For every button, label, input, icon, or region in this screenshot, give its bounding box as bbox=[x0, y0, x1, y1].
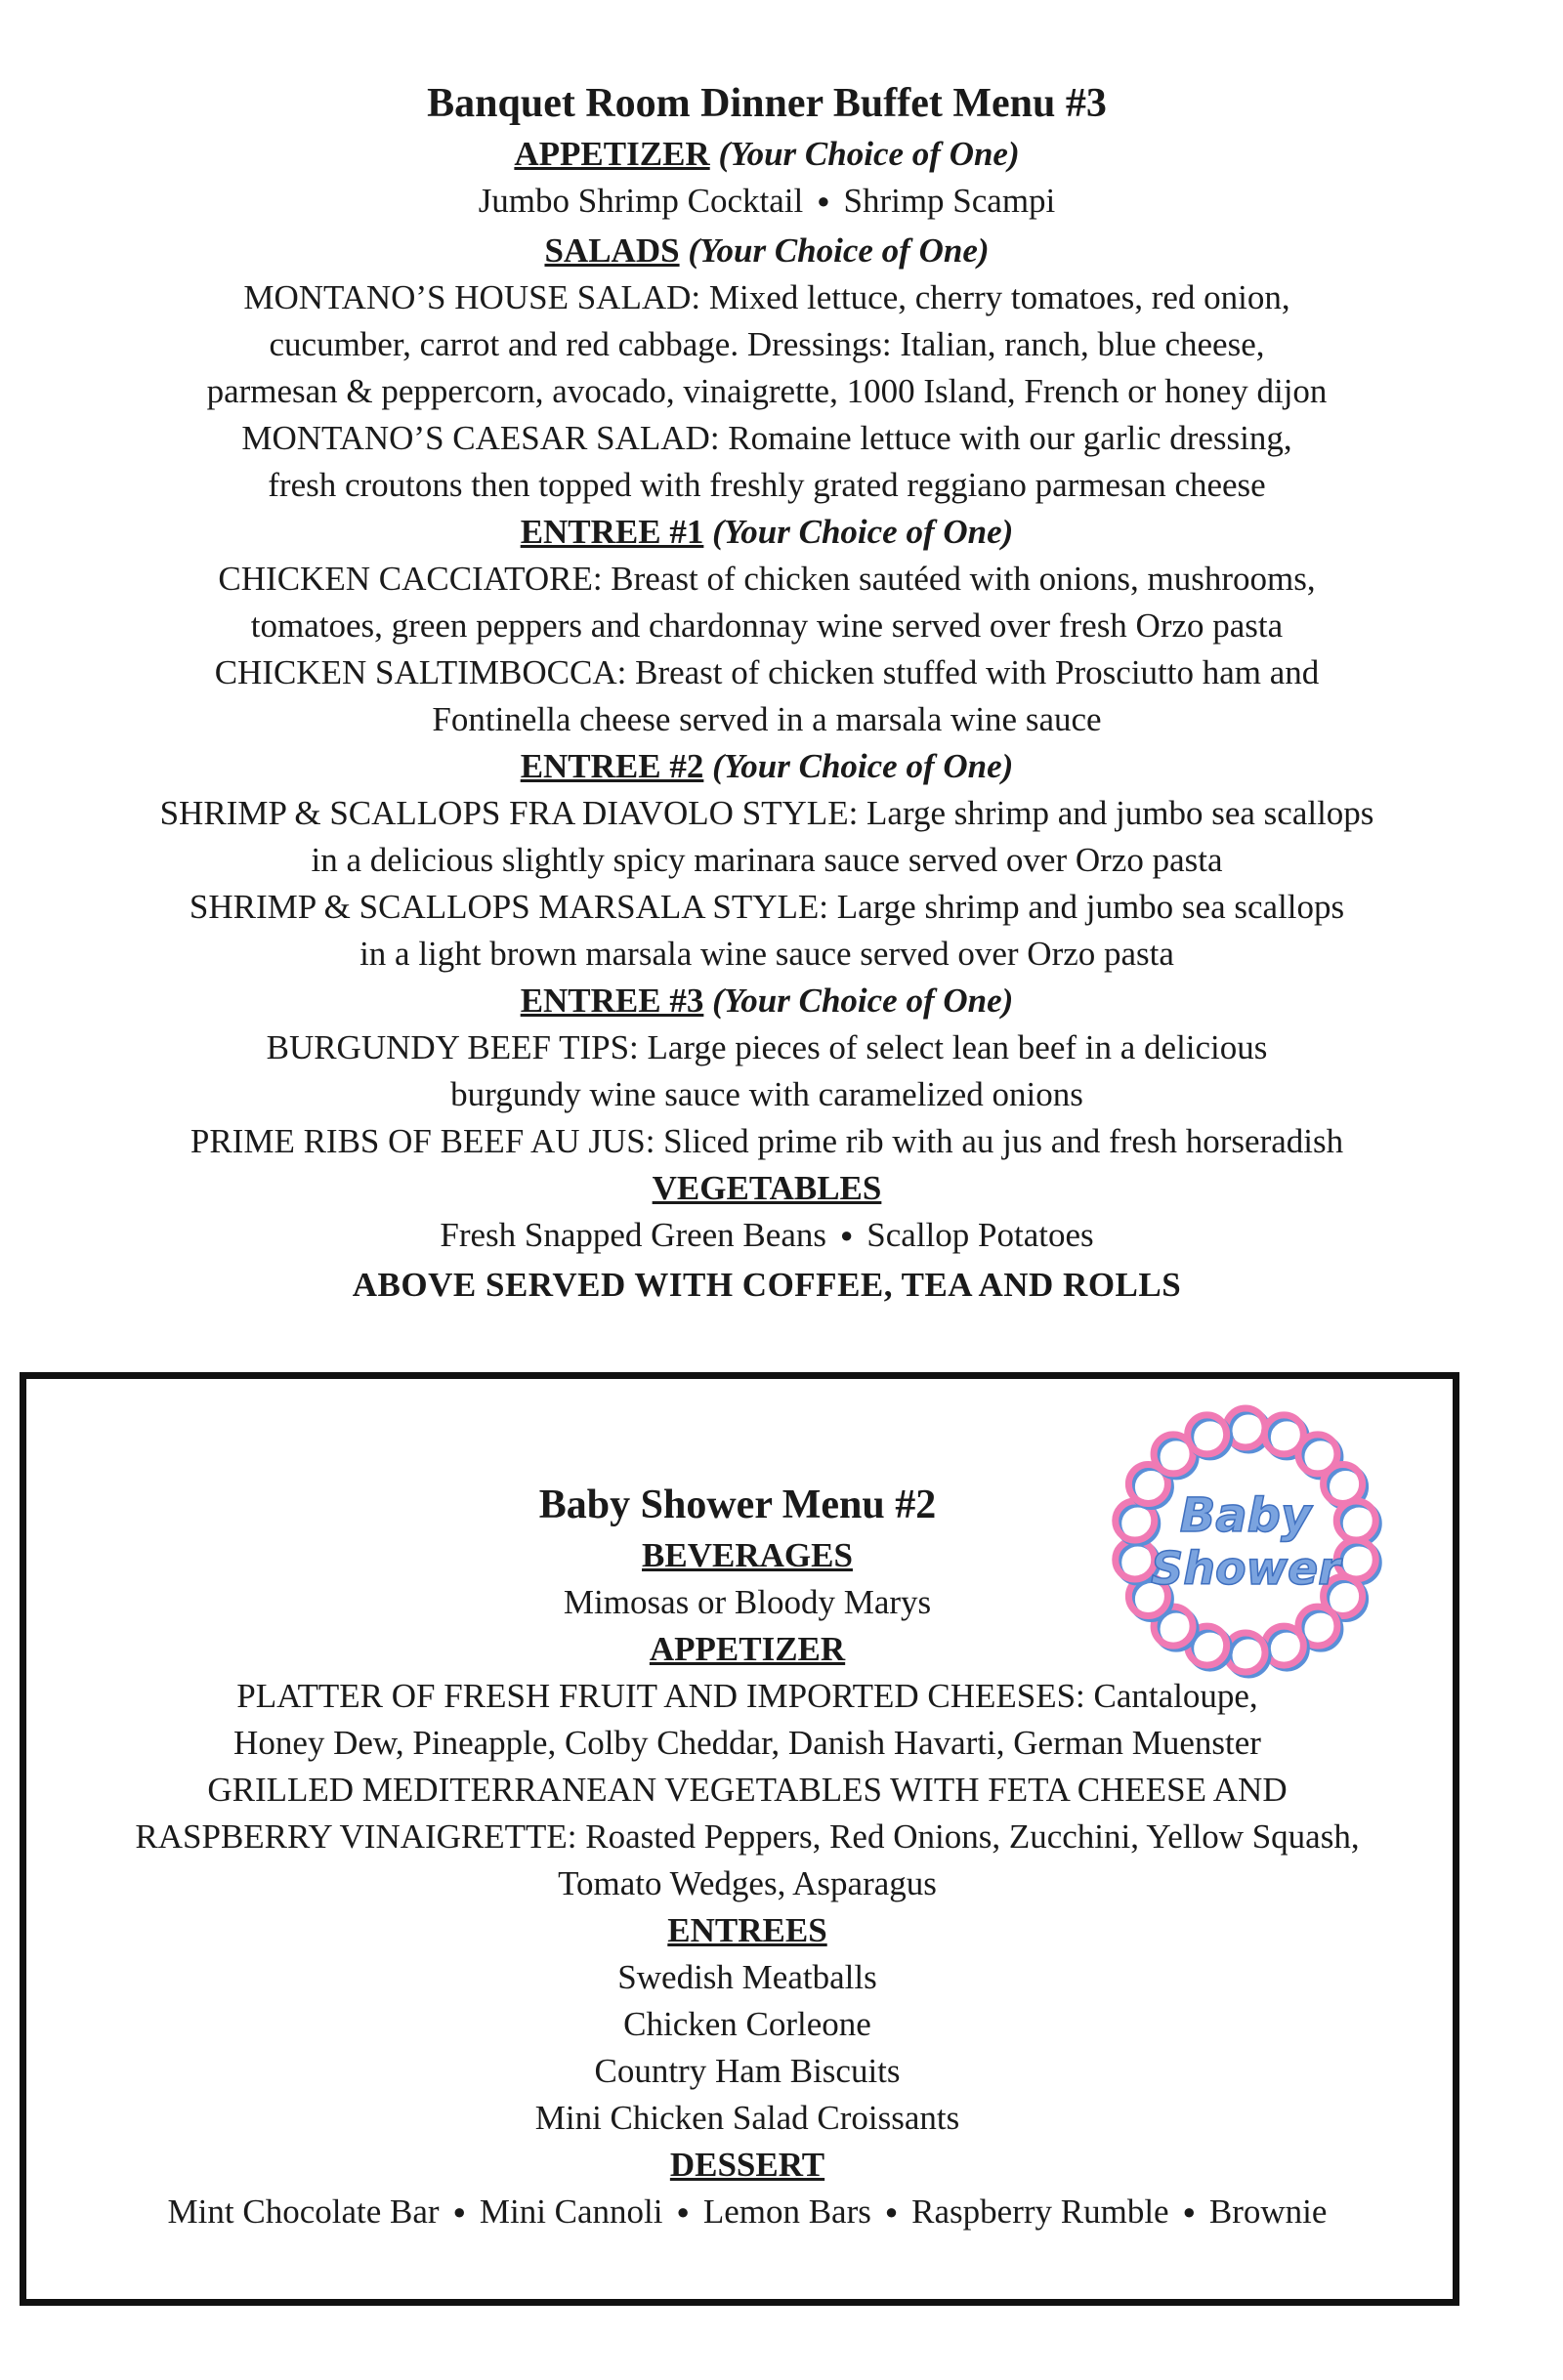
appetizer-line: PLATTER OF FRESH FRUIT AND IMPORTED CHEESES: Cantaloupe, bbox=[236, 1677, 1258, 1715]
entree-item: Swedish Meatballs bbox=[617, 1958, 877, 1996]
menu-title: Banquet Room Dinner Buffet Menu #3 bbox=[427, 81, 1107, 126]
salad-line: fresh croutons then topped with freshly grated reggiano parmesan cheese bbox=[268, 465, 1266, 504]
bullet-separator: ● bbox=[884, 2198, 899, 2224]
entree2-line: in a delicious slightly spicy marinara sauce served over Orzo pasta bbox=[311, 840, 1223, 879]
entree2-line: SHRIMP & SCALLOPS FRA DIAVOLO STYLE: Large shrimp and jumbo sea scallops bbox=[159, 793, 1374, 832]
appetizer-items: Jumbo Shrimp Cocktail ● Shrimp Scampi bbox=[59, 178, 1475, 228]
entree3-line: PRIME RIBS OF BEEF AU JUS: Sliced prime rib with au jus and fresh horseradish bbox=[190, 1121, 1344, 1160]
appetizer-line: RASPBERRY VINAIGRETTE: Roasted Peppers, Red Onions, Zucchini, Yellow Squash, bbox=[135, 1817, 1360, 1856]
appetizer-heading: APPETIZER bbox=[649, 1630, 846, 1668]
salad-line: MONTANO’S CAESAR SALAD: Romaine lettuce with our garlic dressing, bbox=[241, 418, 1292, 457]
baby-shower-menu bbox=[39, 1478, 1456, 2238]
entree1-line: CHICKEN CACCIATORE: Breast of chicken sautéed with onions, mushrooms, bbox=[218, 559, 1316, 598]
bullet-separator: ● bbox=[817, 188, 830, 213]
bullet-separator: ● bbox=[839, 1222, 854, 1247]
dessert-heading: DESSERT bbox=[669, 2146, 825, 2184]
entrees-heading: ENTREES bbox=[667, 1911, 827, 1949]
salads-heading: SALADS (Your Choice of One) bbox=[544, 230, 990, 270]
badge-text-shower: Shower bbox=[1151, 1542, 1340, 1595]
entree-item: Chicken Corleone bbox=[623, 2005, 871, 2043]
bullet-separator: ● bbox=[1182, 2198, 1196, 2224]
salad-line: parmesan & peppercorn, avocado, vinaigrette, 1000 Island, French or honey dijon bbox=[206, 371, 1328, 410]
bullet-separator: ● bbox=[452, 2198, 466, 2224]
entree1-heading: ENTREE #1 (Your Choice of One) bbox=[520, 512, 1014, 551]
menu-title: Baby Shower Menu #2 bbox=[538, 1482, 937, 1527]
appetizer-line: Honey Dew, Pineapple, Colby Cheddar, Danish Havarti, German Muenster bbox=[233, 1724, 1261, 1762]
badge-text-baby: Baby bbox=[1179, 1488, 1312, 1543]
appetizer-line: GRILLED MEDITERRANEAN VEGETABLES WITH FETA CHEESE AND bbox=[207, 1771, 1288, 1809]
appetizer-line: Tomato Wedges, Asparagus bbox=[558, 1864, 937, 1902]
beverages-heading: BEVERAGES bbox=[642, 1536, 853, 1574]
salad-line: cucumber, carrot and red cabbage. Dressings: Italian, ranch, blue cheese, bbox=[269, 324, 1265, 363]
entree2-heading: ENTREE #2 (Your Choice of One) bbox=[520, 746, 1014, 785]
entree-item: Country Ham Biscuits bbox=[594, 2052, 901, 2090]
vegetable-items: Fresh Snapped Green Beans ● Scallop Potatoes bbox=[59, 1212, 1475, 1262]
entree2-line: in a light brown marsala wine sauce served over Orzo pasta bbox=[359, 934, 1174, 973]
entree-item: Mini Chicken Salad Croissants bbox=[534, 2099, 960, 2137]
entree3-heading: ENTREE #3 (Your Choice of One) bbox=[520, 981, 1014, 1020]
entree1-line: Fontinella cheese served in a marsala wine sauce bbox=[432, 699, 1102, 738]
beverage-line: Mimosas or Bloody Marys bbox=[563, 1583, 932, 1621]
entree1-line: tomatoes, green peppers and chardonnay wine served over fresh Orzo pasta bbox=[250, 605, 1284, 645]
entree2-line: SHRIMP & SCALLOPS MARSALA STYLE: Large shrimp and jumbo sea scallops bbox=[189, 887, 1345, 926]
appetizer-heading: APPETIZER (Your Choice of One) bbox=[514, 135, 1020, 173]
vegetables-heading: VEGETABLES bbox=[652, 1168, 882, 1207]
entree1-line: CHICKEN SALTIMBOCCA: Breast of chicken stuffed with Prosciutto ham and bbox=[214, 652, 1320, 691]
dessert-items: Mint Chocolate Bar ● Mini Cannoli ● Lemon Bars ● Raspberry Rumble ● Brownie bbox=[39, 2189, 1456, 2238]
salad-line: MONTANO’S HOUSE SALAD: Mixed lettuce, cherry tomatoes, red onion, bbox=[243, 277, 1290, 316]
entree3-line: BURGUNDY BEEF TIPS: Large pieces of select lean beef in a delicious bbox=[266, 1027, 1268, 1066]
entree3-line: burgundy wine sauce with caramelized onions bbox=[450, 1074, 1083, 1113]
banquet-dinner-buffet-menu bbox=[59, 76, 1475, 1309]
bullet-separator: ● bbox=[676, 2198, 690, 2224]
served-with-note: ABOVE SERVED WITH COFFEE, TEA AND ROLLS bbox=[352, 1265, 1182, 1304]
